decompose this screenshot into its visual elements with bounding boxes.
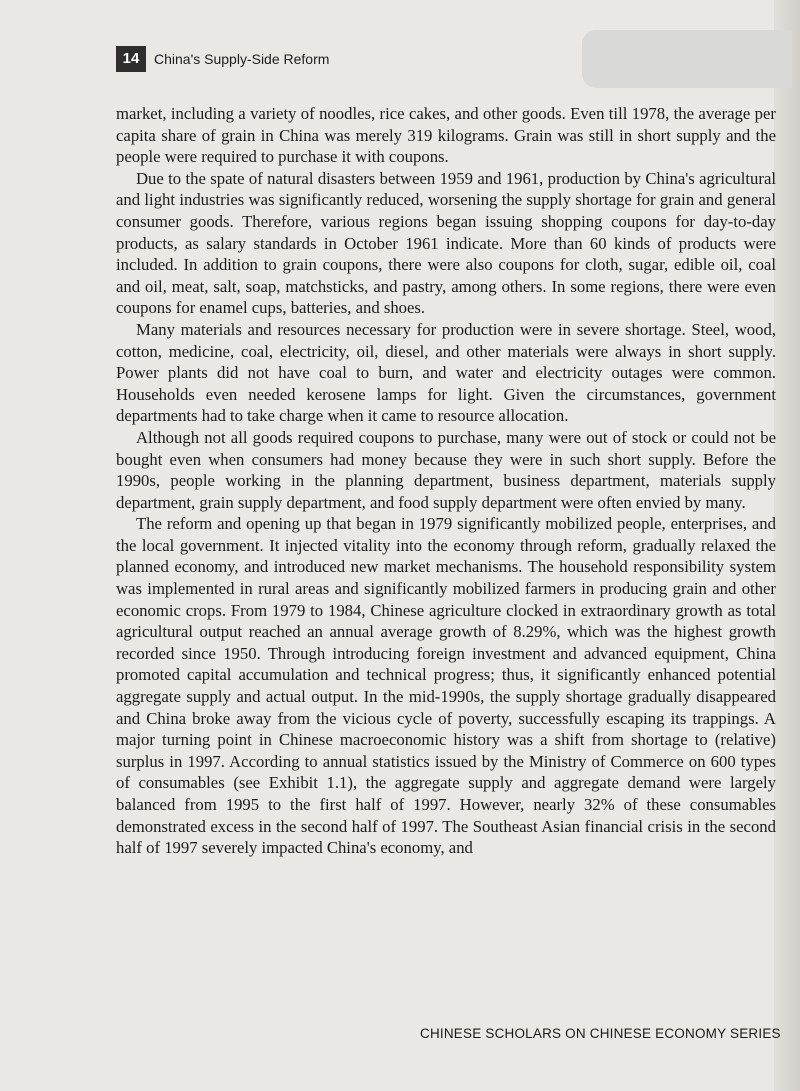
paragraph: Due to the spate of natural disasters between 1959 and 1961, production by China's agricultural and light industries was significantly reduced, worsening the supply shortage for grain and general consumer goods. Therefore, various regions began issuing shopping coupons for day-to-day products, as salary standards in October 1961 indicate. More than 60 kinds of products were included. In addition to grain coupons, there were also coupons for cloth, sugar, edible oil, coal and oil, meat, salt, soap, matchsticks, and pastry, among others. In some regions, there were even coupons for enamel cups, batteries, and shoes.: [116, 168, 776, 318]
page-edge-shadow: [774, 0, 800, 1091]
running-title: China's Supply-Side Reform: [154, 51, 330, 67]
paragraph-continuation: market, including a variety of noodles, rice cakes, and other goods. Even till 1978, the average per capita share of grain in China was merely 319 kilograms. Grain was still in short supply and the people were required to purchase it with coupons.: [116, 104, 776, 167]
series-footer: CHINESE SCHOLARS ON CHINESE ECONOMY SERIES: [420, 1026, 781, 1041]
running-header: [116, 46, 329, 72]
body-text: [116, 103, 776, 859]
paragraph: Although not all goods required coupons to purchase, many were out of stock or could not be bought even when consumers had money because they were in such short supply. Before the 1990s, people working in the planning department, business department, materials supply department, grain supply department, and food supply department were often envied by many.: [116, 427, 776, 512]
bleed-through-tab: [582, 30, 792, 88]
paragraph: The reform and opening up that began in 1979 significantly mobilized people, enterprises, and the local government. It injected vitality into the economy through reform, gradually relaxed the planned economy, and introduced new market mechanisms. The household responsibility system was implemented in rural areas and significantly mobilized farmers in producing grain and other economic crops. From 1979 to 1984, Chinese agriculture clocked in extraordinary growth as total agricultural output reached an annual average growth of 8.29%, which was the highest growth recorded since 1950. Through introducing foreign investment and advanced equipment, China promoted capital accumulation and technical progress; thus, it significantly enhanced potential aggregate supply and actual output. In the mid-1990s, the supply shortage gradually disappeared and China broke away from the vicious cycle of poverty, successfully escaping its trappings. A major turning point in Chinese macroeconomic history was a shift from shortage to (relative) surplus in 1997. According to annual statistics issued by the Ministry of Commerce on 600 types of consumables (see Exhibit 1.1), the aggregate supply and aggregate demand were largely balanced from 1995 to the first half of 1997. However, nearly 32% of these consumables demonstrated excess in the second half of 1997. The Southeast Asian financial crisis in the second half of 1997 severely impacted China's economy, and: [116, 514, 776, 858]
page-number-badge: 14: [116, 46, 146, 72]
paragraph: Many materials and resources necessary for production were in severe shortage. Steel, wood, cotton, medicine, coal, electricity, oil, diesel, and other materials were always in short supply. Power plants did not have coal to burn, and water and electricity outages were common. Households even needed kerosene lamps for light. Given the circumstances, government departments had to take charge when it came to resource allocation.: [116, 319, 776, 426]
